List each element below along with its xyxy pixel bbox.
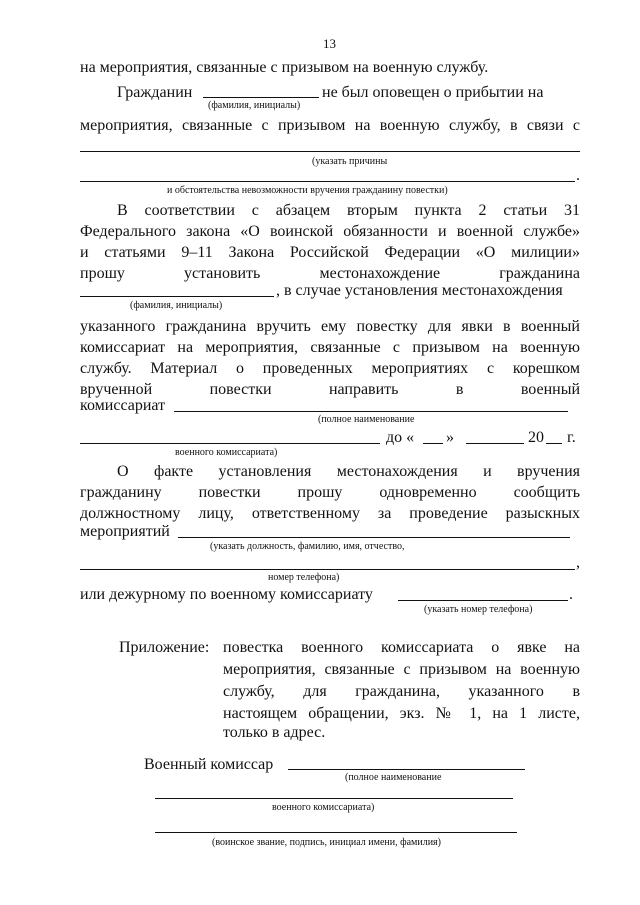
text-line: прошу установить местонахождение гражданина: [80, 265, 580, 282]
text-line: .: [569, 586, 573, 603]
text-line: ,: [576, 554, 580, 571]
date-prefix: до «: [386, 429, 415, 446]
text-line: .: [576, 167, 580, 184]
text-line: О факте установления местонахождения и вручения: [117, 463, 580, 480]
text-line: службу, для гражданина, указанного в: [223, 683, 580, 700]
blank-field-signature-commissariat-2: [155, 798, 513, 799]
caption: и обстоятельства невозможности вручения гражданину повестки): [167, 185, 448, 196]
text-line: только в адрес.: [223, 724, 326, 741]
text-line: комиссариат: [80, 397, 166, 414]
caption: (указать причины: [312, 156, 388, 167]
date-quote: »: [446, 429, 454, 446]
blank-field-citizen-2: [80, 296, 274, 297]
text-line: службу. Материал о проведенных мероприятиях с корешком: [80, 360, 580, 377]
blank-field-day: [423, 443, 443, 444]
text-line: повестка военного комиссариата о явке на: [223, 639, 580, 656]
caption: (полное наименование: [345, 772, 442, 783]
caption: (указать номер телефона): [424, 604, 533, 615]
text-line: гражданину повестки прошу одновременно сообщить: [80, 484, 580, 501]
text-line: или дежурному по военному комиссариату: [80, 586, 373, 603]
caption: (полное наименование: [318, 414, 415, 425]
attachment-label: Приложение:: [119, 639, 210, 656]
text-line: врученной повестки направить в военный: [80, 381, 580, 398]
blank-field-signature: [155, 832, 517, 833]
text-line: мероприятий: [80, 523, 170, 540]
text-line: В соответствии с абзацем вторым пункта 2 статьи 31: [117, 202, 580, 219]
caption: военного комиссариата): [175, 447, 278, 458]
caption: номер телефона): [268, 572, 340, 583]
blank-field-citizen: [203, 97, 319, 98]
blank-field-official-2: [80, 569, 575, 570]
blank-field-year: [546, 443, 562, 444]
blank-field-reasons: [80, 151, 580, 152]
blank-field-month: [466, 443, 524, 444]
caption: (указать должность, фамилию, имя, отчество,: [210, 541, 405, 552]
date-suffix: г.: [567, 429, 576, 446]
text-line: настоящем обращении, экз. № 1, на 1 листе,: [223, 705, 580, 722]
blank-field-commissariat: [174, 411, 568, 412]
text-line: указанного гражданина вручить ему повестку для явки в военный: [80, 318, 580, 335]
caption: (фамилия, инициалы): [130, 300, 223, 311]
text-line: и статьями 9–11 Закона Российской Федерации «О милиции»: [80, 244, 580, 261]
text-line: Федерального закона «О воинской обязанности и военной службе»: [80, 223, 580, 240]
blank-field-official: [178, 537, 570, 538]
blank-field-reasons-2: [80, 181, 575, 182]
date-year: 20: [528, 429, 544, 446]
text-line: комиссариат на мероприятия, связанные с призывом на военную: [80, 339, 580, 356]
text-line: мероприятия, связанные с призывом на военную службу, в связи с: [80, 117, 580, 134]
caption: (воинское звание, подпись, инициал имени, фамилия): [212, 837, 441, 848]
blank-field-duty-phone: [398, 600, 568, 601]
text-line: мероприятия, связанные с призывом на военную: [223, 661, 580, 678]
text-line: не был оповещен о прибытии на: [322, 84, 544, 101]
page-number: 13: [323, 36, 336, 51]
text-line: , в случае установления местонахождения: [276, 282, 563, 299]
caption: (фамилия, инициалы): [208, 100, 301, 111]
text-line: должностному лицу, ответственному за проведение разыскных: [80, 505, 580, 522]
text-line: Гражданин: [117, 84, 193, 101]
blank-field-commissariat-2: [80, 443, 380, 444]
blank-field-signature-commissariat: [288, 769, 525, 770]
caption: военного комиссариата): [272, 802, 375, 813]
text-line: на мероприятия, связанные с призывом на военную службу.: [80, 59, 489, 76]
signature-label: Военный комиссар: [144, 756, 274, 773]
